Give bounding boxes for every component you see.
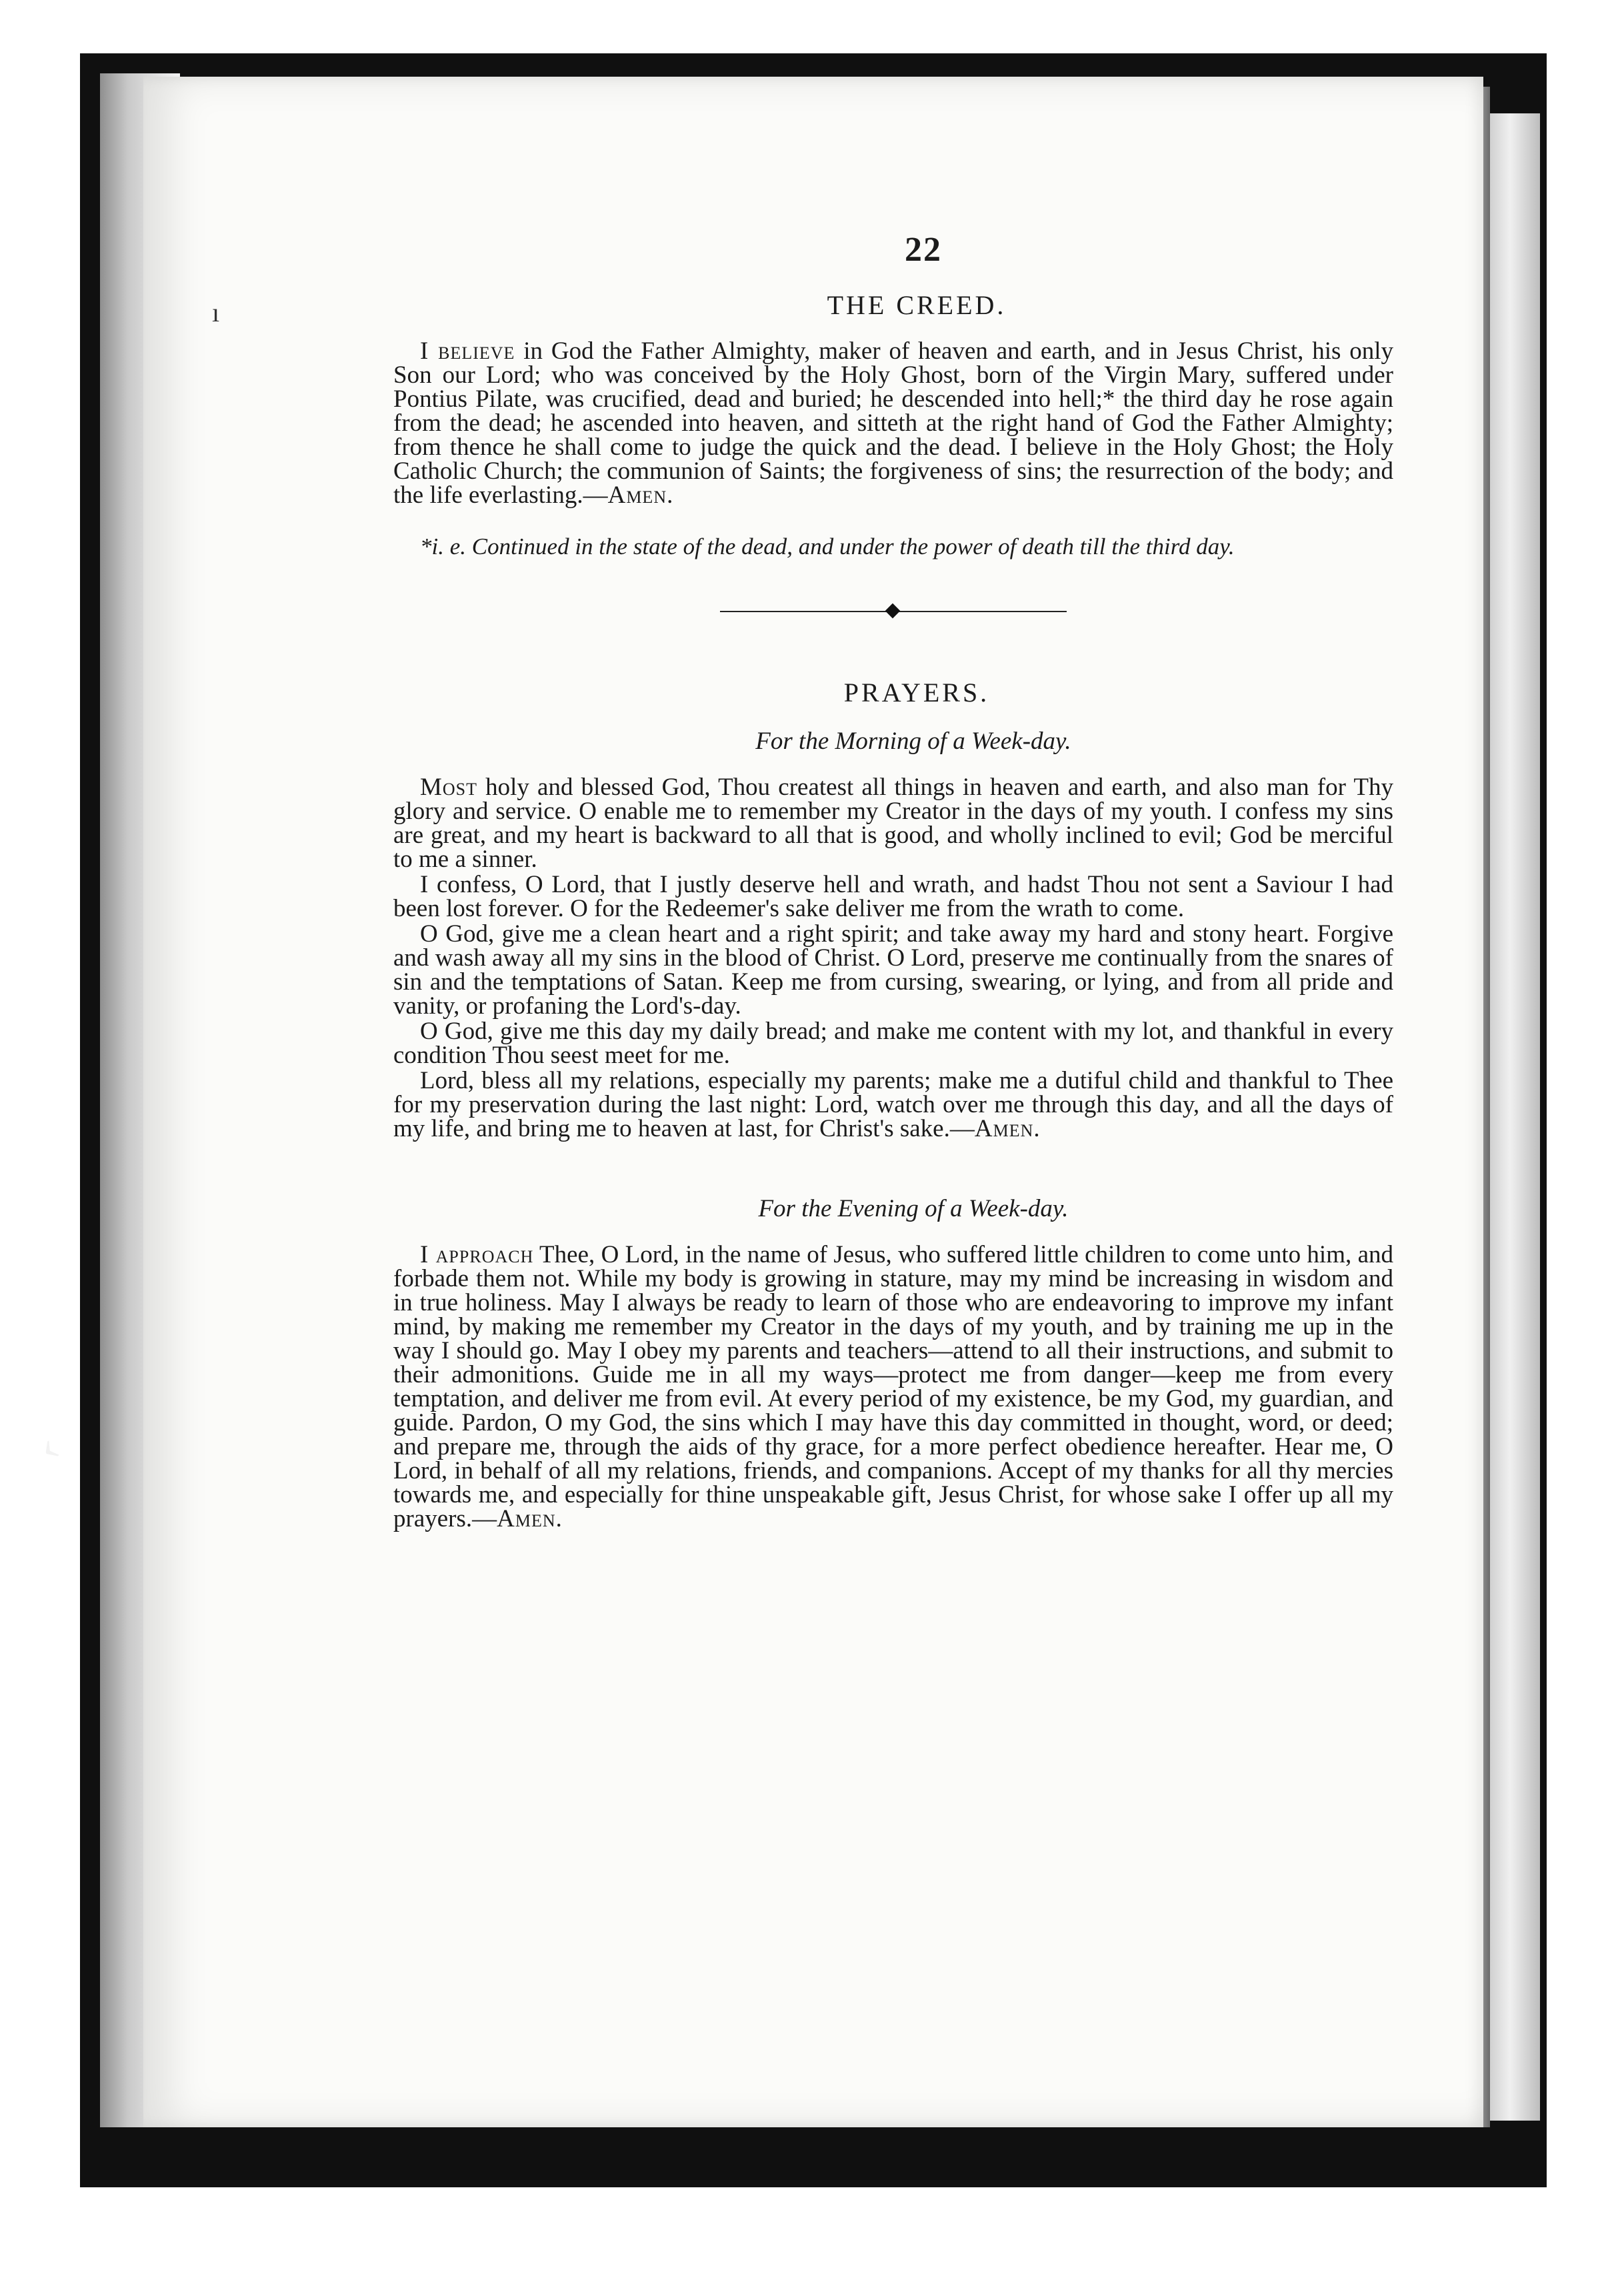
- creed-amen: Amen.: [607, 481, 674, 509]
- morning-amen: Amen.: [974, 1115, 1041, 1142]
- right-page-edge: [1490, 113, 1540, 2121]
- evening-paragraph: [393, 1243, 1393, 1531]
- creed-title: THE CREED.: [827, 290, 1007, 320]
- morning-paragraph-3: O God, give me a clean heart and a right spirit; and take away my hard and stony heart. Forgive and wash away all my sins in the blood of Christ. O Lord, preserve me continually from the snares of sin and the temptations of Satan. Keep me from cursing, swearing, or lying, and from all pride and vanity, or profaning the Lord's-day.: [393, 920, 1393, 1020]
- evening-amen: Amen.: [497, 1505, 563, 1532]
- morning-paragraph-5-body: Lord, bless all my relations, especially my parents; make me a dutiful child and thankful to Thee for my preservation during the last night: Lord, watch over me through this day, and all the days of my life, and bring me to heaven at last, for Christ's sake.—: [393, 1067, 1393, 1142]
- morning-paragraph-2: I confess, O Lord, that I justly deserve hell and wrath, and hadst Thou not sent a Saviour I had been lost forever. O for the Redeemer's sake deliver me from the wrath to come.: [393, 871, 1393, 922]
- prayers-title: PRAYERS.: [843, 678, 990, 708]
- creed-footnote: *i. e. Continued in the state of the dead, and under the power of death till the third day.: [420, 533, 1235, 559]
- page-number: 22: [905, 231, 942, 269]
- margin-mark: ‹: [26, 1421, 69, 1472]
- morning-paragraph-1: [393, 776, 1393, 872]
- morning-paragraph-1-body: holy and blessed God, Thou createst all things in heaven and earth, and also man for Thy glory and service. O enable me to remember my Creator in the days of my youth. I confess my sins are great, and my heart is backward to all that is good, and wholly inclined to evil; God be merciful to me a sinner.: [393, 774, 1393, 873]
- page-content: [393, 230, 1393, 1531]
- morning-lead: Most: [420, 774, 478, 801]
- divider-diamond: [885, 604, 901, 619]
- evening-lead: I approach: [420, 1241, 534, 1268]
- evening-subtitle: For the Evening of a Week-day.: [758, 1195, 1069, 1222]
- section-divider: [393, 598, 1393, 625]
- creed-text: [393, 339, 1393, 507]
- morning-paragraph-5: [393, 1069, 1393, 1141]
- morning-paragraph-4: O God, give me this day my daily bread; and make me content with my lot, and thankful in every condition Thou seest meet for me.: [393, 1018, 1393, 1069]
- creed-lead: I believe: [420, 337, 515, 365]
- morning-subtitle: For the Morning of a Week-day.: [755, 728, 1071, 755]
- creed-body: in God the Father Almighty, maker of heaven and earth, and in Jesus Christ, his only Son our Lord; who was conceived by the Holy Ghost, born of the Virgin Mary, suffered under Pontius Pilate, was crucified, dead and buried; he descended into hell;* the third day he rose again from the dead; he ascended into heaven, and sitteth at the right hand of God the Father Almighty; from thence he shall come to judge the quick and the dead. I believe in the Holy Ghost; the Holy Catholic Church; the communion of Saints; the forgiveness of sins; the resurrection of the body; and the life everlasting.—: [393, 337, 1394, 509]
- evening-body: Thee, O Lord, in the name of Jesus, who suffered little children to come unto him, and forbade them not. While my body is growing in stature, may my mind be increasing in wisdom and in true holiness. May I always be ready to learn of those who are endeavoring to improve my infant mind, by making me remember my Creator in the days of my youth, and by training me up in the way I should go. May I obey my parents and teachers—attend to all their instructions, and submit to their admonitions. Guide me in all my ways—protect me from danger—keep me from every temptation, and deliver me from evil. At every period of my existence, be my God, my guardian, and guide. Pardon, O my God, the sins which I may have this day committed in thought, word, or deed; and prepare me, through the aids of thy grace, for a more perfect obedience hereafter. Hear me, O Lord, in behalf of all my relations, friends, and companions. Accept of my thanks for all thy mercies towards me, and especially for thine unspeakable gift, Jesus Christ, for whose sake I offer up all my prayers.—: [393, 1241, 1393, 1532]
- spacer: [393, 1141, 1393, 1194]
- margin-mark: ı: [212, 297, 220, 327]
